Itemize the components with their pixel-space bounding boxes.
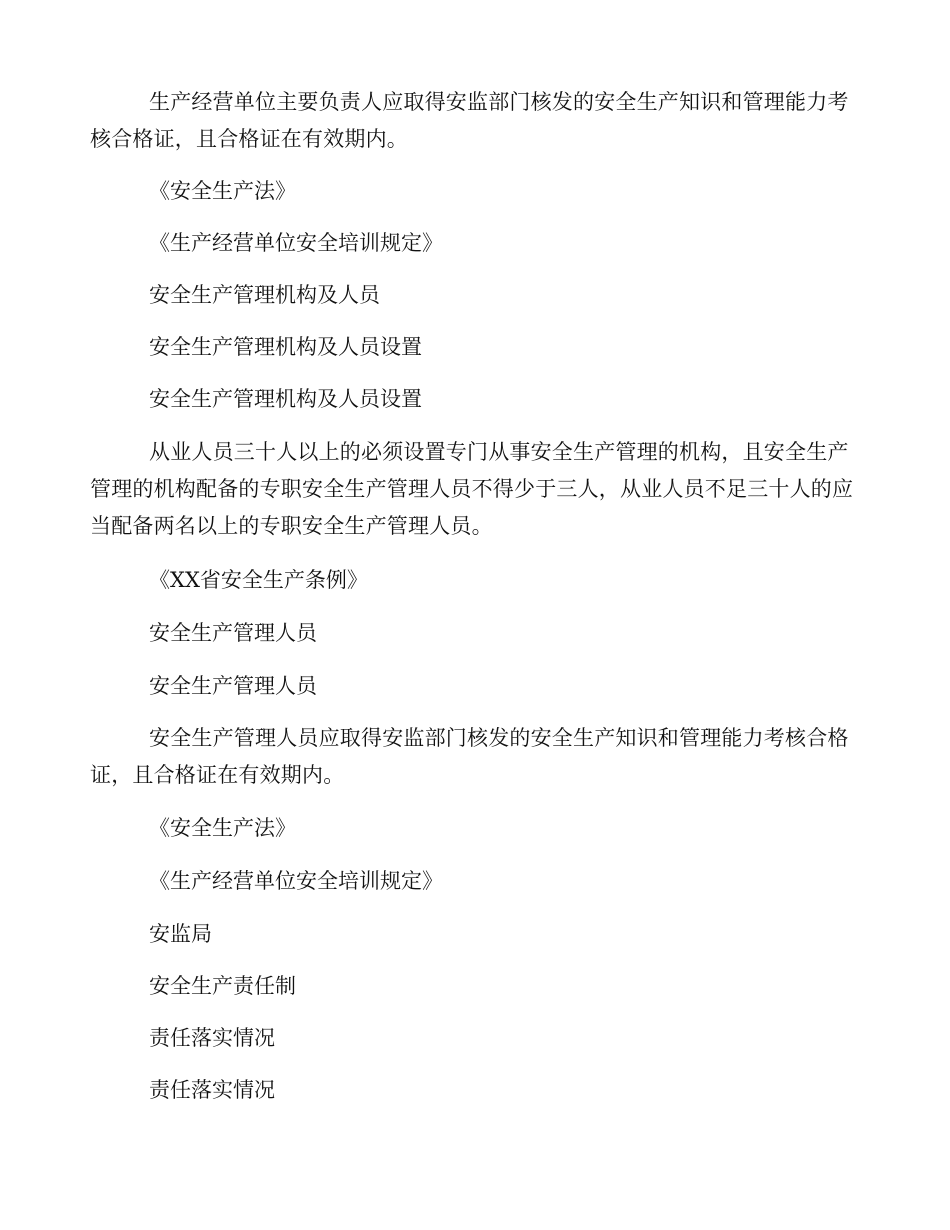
paragraph-principal-certificate: 生产经营单位主要负责人应取得安监部门核发的安全生产知识和管理能力考核合格证，且合格证在有效期内。	[90, 90, 849, 151]
item-safety-managers: 安全生产管理人员	[149, 621, 317, 645]
reference-safety-production-law: 《安全生产法》	[149, 179, 296, 203]
item-safety-management-organization: 安全生产管理机构及人员	[149, 283, 380, 307]
reference-safety-training-regulation-2: 《生产经营单位安全培训规定》	[149, 869, 443, 893]
reference-provincial-regulation: 《XX省安全生产条例》	[149, 568, 368, 592]
item-responsibility-system: 安全生产责任制	[149, 974, 296, 998]
reference-safety-training-regulation: 《生产经营单位安全培训规定》	[149, 231, 443, 255]
item-organization-setup-repeat: 安全生产管理机构及人员设置	[149, 387, 422, 411]
paragraph-staffing-requirement: 从业人员三十人以上的必须设置专门从事安全生产管理的机构，且安全生产管理的机构配备的专职安全生产管理人员不得少于三人，从业人员不足三十人的应当配备两名以上的专职安全生产管理人员。	[90, 440, 854, 538]
item-responsibility-implementation: 责任落实情况	[149, 1026, 275, 1050]
reference-safety-production-law-2: 《安全生产法》	[149, 816, 296, 840]
item-organization-setup: 安全生产管理机构及人员设置	[149, 335, 422, 359]
item-safety-managers-repeat: 安全生产管理人员	[149, 674, 317, 698]
item-responsibility-implementation-repeat: 责任落实情况	[149, 1078, 275, 1102]
item-safety-bureau: 安监局	[149, 922, 212, 946]
paragraph-manager-certificate: 安全生产管理人员应取得安监部门核发的安全生产知识和管理能力考核合格证，且合格证在有效期内。	[90, 726, 849, 787]
